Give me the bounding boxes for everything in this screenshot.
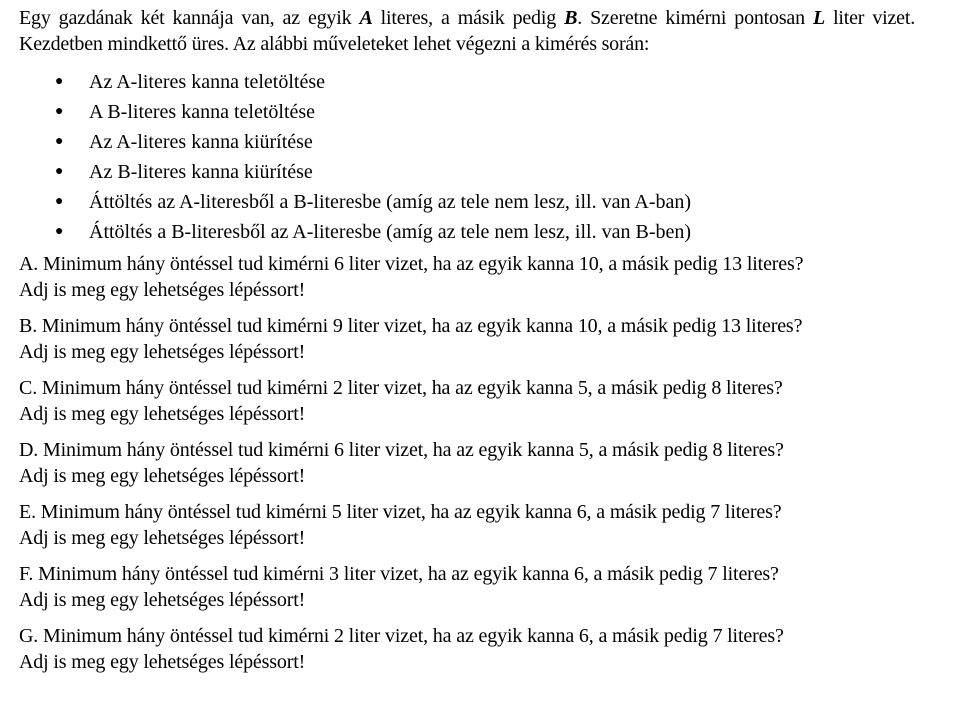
- question-text: E. Minimum hány öntéssel tud kimérni 5 liter vizet, ha az egyik kanna 6, a másik pedig 7 literes?: [19, 501, 782, 523]
- intro-text-2: literes, a másik pedig: [372, 7, 565, 29]
- question-d: [19, 437, 915, 489]
- operation-text: Áttöltés az A-literesből a B-literesbe (amíg az tele nem lesz, ill. van A-ban): [89, 191, 692, 213]
- intro-paragraph: [19, 5, 915, 57]
- intro-text-3: . Szeretne kimérni pontosan: [577, 7, 813, 29]
- question-text: G. Minimum hány öntéssel tud kimérni 2 liter vizet, ha az egyik kanna 6, a másik pedig 7 literes?: [19, 625, 784, 647]
- intro-text-4: liter vizet. Kezdetben mindkettő üres. Az alábbi műveleteket lehet végezni a kimérés során:: [19, 7, 916, 55]
- list-item: [19, 127, 915, 157]
- intro-text-1: Egy gazdának két kannája van, az egyik: [19, 7, 360, 29]
- operations-list: [19, 67, 915, 247]
- question-text: B. Minimum hány öntéssel tud kimérni 9 liter vizet, ha az egyik kanna 10, a másik pedig 13 literes?: [19, 315, 803, 337]
- bullet-icon: ●: [55, 134, 64, 149]
- operation-text: Az A-literes kanna teletöltése: [89, 71, 326, 93]
- list-item: [19, 157, 915, 187]
- question-text: D. Minimum hány öntéssel tud kimérni 6 liter vizet, ha az egyik kanna 5, a másik pedig 8 literes?: [19, 439, 784, 461]
- operation-text: Az B-literes kanna kiürítése: [89, 161, 313, 183]
- list-item: [19, 67, 915, 97]
- question-instruction: Adj is meg egy lehetséges lépéssort!: [19, 651, 306, 673]
- list-item: [19, 97, 915, 127]
- question-c: [19, 375, 915, 427]
- question-text: C. Minimum hány öntéssel tud kimérni 2 liter vizet, ha az egyik kanna 5, a másik pedig 8 literes?: [19, 377, 783, 399]
- operation-text: A B-literes kanna teletöltése: [89, 101, 316, 123]
- variable-l: L: [812, 7, 825, 29]
- question-text: F. Minimum hány öntéssel tud kimérni 3 liter vizet, ha az egyik kanna 6, a másik pedig 7 literes?: [19, 563, 779, 585]
- question-instruction: Adj is meg egy lehetséges lépéssort!: [19, 589, 306, 611]
- question-a: [19, 251, 915, 303]
- variable-b: B: [564, 7, 578, 29]
- question-instruction: Adj is meg egy lehetséges lépéssort!: [19, 279, 306, 301]
- bullet-icon: ●: [55, 164, 64, 179]
- question-instruction: Adj is meg egy lehetséges lépéssort!: [19, 403, 306, 425]
- operation-text: Az A-literes kanna kiürítése: [89, 131, 313, 153]
- document-page: [19, 5, 915, 685]
- list-item: [19, 217, 915, 247]
- bullet-icon: ●: [55, 194, 64, 209]
- question-f: [19, 561, 915, 613]
- list-item: [19, 187, 915, 217]
- bullet-icon: ●: [55, 74, 64, 89]
- question-instruction: Adj is meg egy lehetséges lépéssort!: [19, 341, 306, 363]
- question-instruction: Adj is meg egy lehetséges lépéssort!: [19, 465, 306, 487]
- bullet-icon: ●: [55, 224, 64, 239]
- variable-a: A: [359, 7, 373, 29]
- bullet-icon: ●: [55, 104, 64, 119]
- question-e: [19, 499, 915, 551]
- question-instruction: Adj is meg egy lehetséges lépéssort!: [19, 527, 306, 549]
- question-g: [19, 623, 915, 675]
- question-b: [19, 313, 915, 365]
- operation-text: Áttöltés a B-literesből az A-literesbe (amíg az tele nem lesz, ill. van B-ben): [89, 221, 692, 243]
- question-text: A. Minimum hány öntéssel tud kimérni 6 liter vizet, ha az egyik kanna 10, a másik pedig 13 literes?: [19, 253, 804, 275]
